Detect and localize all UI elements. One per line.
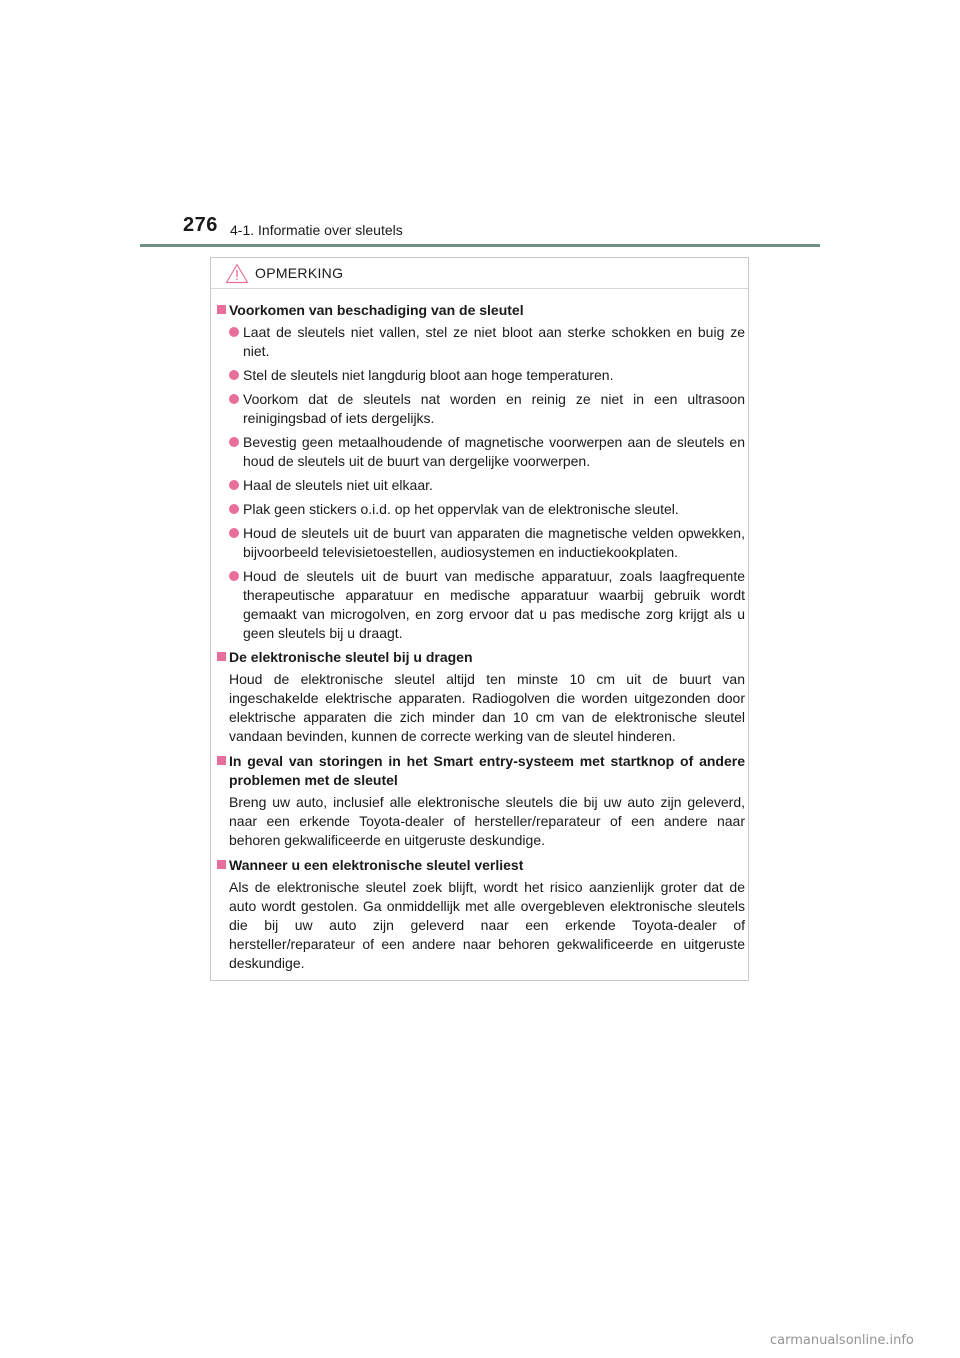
notice-body <box>217 301 745 979</box>
watermark-text: carmanualsonline.info <box>770 1333 914 1348</box>
topic-title: Voorkomen van beschadiging van de sleutel <box>229 302 524 318</box>
list-item <box>217 323 745 361</box>
square-bullet-icon <box>217 860 226 869</box>
list-item-text: Stel de sleutels niet langdurig bloot aan hoge temperaturen. <box>243 367 614 383</box>
square-bullet-icon <box>217 305 226 314</box>
topic-heading <box>217 648 745 667</box>
round-bullet-icon <box>229 480 239 490</box>
topic-title: In geval van storingen in het Smart entry-systeem met startknop of andere problemen met de sleutel <box>229 753 745 788</box>
list-item <box>217 567 745 643</box>
square-bullet-icon <box>217 756 226 765</box>
list-item <box>217 433 745 471</box>
list-item-text: Laat de sleutels niet vallen, stel ze niet bloot aan sterke schokken en buig ze niet. <box>243 324 745 359</box>
topic-title: De elektronische sleutel bij u dragen <box>229 649 473 665</box>
round-bullet-icon <box>229 370 239 380</box>
list-item <box>217 476 745 495</box>
square-bullet-icon <box>217 652 226 661</box>
header-divider <box>140 244 820 247</box>
list-item-text: Haal de sleutels niet uit elkaar. <box>243 477 433 493</box>
round-bullet-icon <box>229 394 239 404</box>
topic-paragraph: Breng uw auto, inclusief alle elektronische sleutels die bij uw auto zijn geleverd, naar een erkende Toyota-dealer of hersteller/reparateur of een andere naar behoren gekwalificeerde en uitgeruste deskundige. <box>229 794 745 848</box>
round-bullet-icon <box>229 571 239 581</box>
round-bullet-icon <box>229 327 239 337</box>
list-item-text: Bevestig geen metaalhoudende of magnetische voorwerpen aan de sleutels en houd de sleutels uit de buurt van dergelijke voorwerpen. <box>243 434 745 469</box>
section-title: 4-1. Informatie over sleutels <box>230 222 403 238</box>
list-item <box>217 390 745 428</box>
page-number: 276 <box>183 214 218 236</box>
topic-heading <box>217 752 745 790</box>
notice-header <box>211 258 748 289</box>
round-bullet-icon <box>229 504 239 514</box>
list-item <box>217 366 745 385</box>
notice-label: OPMERKING <box>255 265 344 281</box>
topic-heading <box>217 301 745 320</box>
list-item <box>217 524 745 562</box>
page-header <box>183 214 823 248</box>
list-item-text: Voorkom dat de sleutels nat worden en reinig ze niet in een ultrasoon reinigingsbad of iets dergelijks. <box>243 391 745 426</box>
list-item-text: Houd de sleutels uit de buurt van apparaten die magnetische velden opwekken, bijvoorbeeld televisietoestellen, audiosystemen en inductiekookplaten. <box>243 525 745 560</box>
notice-box <box>210 257 749 981</box>
list-item <box>217 500 745 519</box>
topic-paragraph: Houd de elektronische sleutel altijd ten minste 10 cm uit de buurt van ingeschakelde elektrische apparaten. Radiogolven die worden uitgezonden door elektrische apparaten die zich minder dan 10 cm van de elektronische sleutel vandaan bevinden, kunnen de correcte werking van de sleutel hinderen. <box>229 671 745 744</box>
topic-heading <box>217 856 745 875</box>
round-bullet-icon <box>229 437 239 447</box>
list-item-text: Plak geen stickers o.i.d. op het oppervlak van de elektronische sleutel. <box>243 501 679 517</box>
list-item-text: Houd de sleutels uit de buurt van medische apparatuur, zoals laagfrequente therapeutische apparatuur en medische apparatuur waarbij gebruik wordt gemaakt van microgolven, en zorg ervoor dat u pas medische zorg krijgt als u geen sleutels bij u draagt. <box>243 568 745 641</box>
warning-triangle-icon <box>225 263 249 284</box>
topic-title: Wanneer u een elektronische sleutel verliest <box>229 857 524 873</box>
topic-paragraph: Als de elektronische sleutel zoek blijft, wordt het risico aanzienlijk groter dat de auto wordt gestolen. Ga onmiddellijk met alle overgebleven elektronische sleutels die bij uw auto zijn geleverd naar een erkende Toyota-dealer of hersteller/reparateur of een andere naar behoren gekwalificeerde en uitgeruste deskundige. <box>229 879 745 971</box>
round-bullet-icon <box>229 528 239 538</box>
